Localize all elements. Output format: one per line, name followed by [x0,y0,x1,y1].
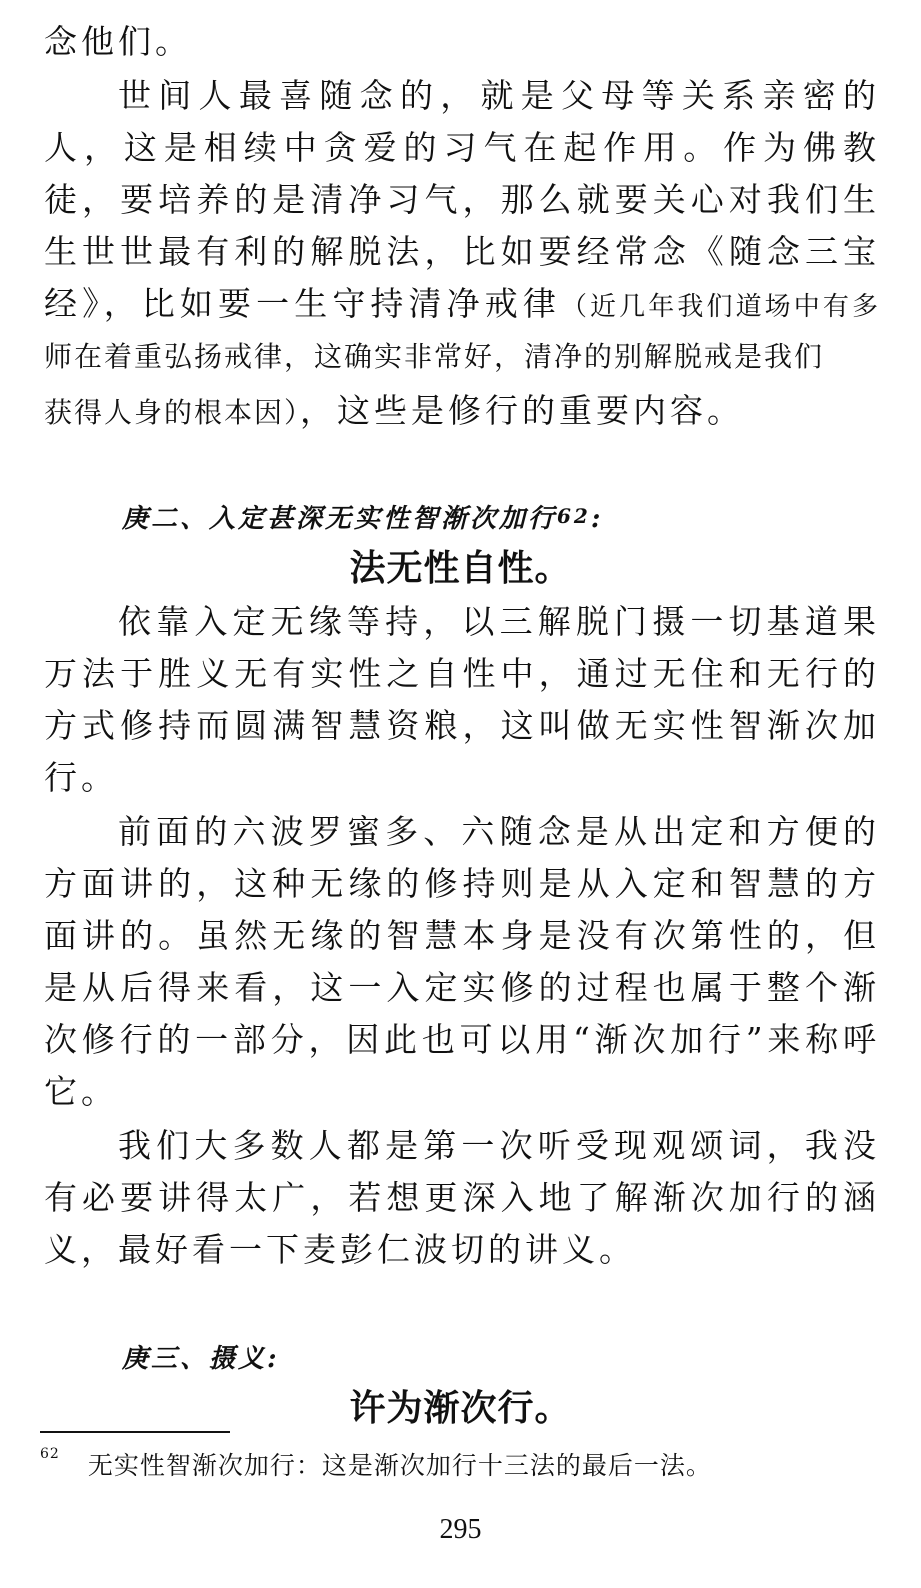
section-heading-geng-er [122,498,603,535]
section-heading-geng-san [122,1338,280,1375]
footnote-separator [40,1431,230,1433]
parenthetical-note-line: 师在着重弘扬戒律，这确实非常好，清净的别解脱戒是我们 [44,340,825,373]
footnote-text: 无实性智渐次加行：这是渐次加行十三法的最后一法。 [87,1451,712,1480]
heading-colon: : [267,1344,280,1374]
paragraph-text: 念他们。 [44,22,192,61]
parenthetical-note-line: 获得人身的根本因） [44,396,301,429]
paragraph-further-study: 我们大多数人都是第一次听受现观颂词，我没有必要讲得太广，若想更深入地了解渐次加行的涵义，最好看一下麦彭仁波切的讲义。 [44,1126,880,1269]
paragraph-nonconceptual: 依靠入定无缘等持，以三解脱门摄一切基道果万法于胜义无有实性之自性中，通过无住和无行的方式修持而圆满智慧资粮，这叫做无实性智渐次加行。 [44,602,880,797]
paragraph-six-perfections: 前面的六波罗蜜多、六随念是从出定和方便的方面讲的，这种无缘的修持则是从入定和智慧的方面讲的。虽然无缘的智慧本身是没有次第性的，但是从后得来看，这一入定实修的过程也属于整个渐次修行的一部分，因此也可以用“渐次加行”来称呼它。 [44,812,880,1111]
footnote [40,1446,712,1482]
root-verse-1: 法无性自性。 [349,548,572,589]
parenthetical-note: （近几年我们道场中有多 [560,292,880,322]
parenthetical-note-lines [44,330,880,440]
paragraph-continuation [44,16,880,68]
heading-colon: : [590,504,604,534]
paragraph-text: 世间人最喜随念的，就是父母等关系亲密的人，这是相续中贪爱的习气在起作用。作为佛教徒，要培养的是清净习气，那么就要关心对我们生生世世最有利的解脱法，比如要经常念《随念三宝经》，比如要一生守持清净戒律 [44,76,880,323]
page-number: 295 [439,1514,482,1545]
paragraph-recollection [44,70,880,330]
heading-text: 庚三、摄义 [122,1344,268,1374]
paragraph-text: ，这些是修行的重要内容。 [300,391,745,430]
heading-text: 庚二、入定甚深无实性智渐次加行 [122,504,558,534]
footnote-number: 62 [40,1446,60,1462]
root-verse-2: 许为渐次行。 [349,1388,572,1429]
footnote-reference: 62 [557,504,591,528]
